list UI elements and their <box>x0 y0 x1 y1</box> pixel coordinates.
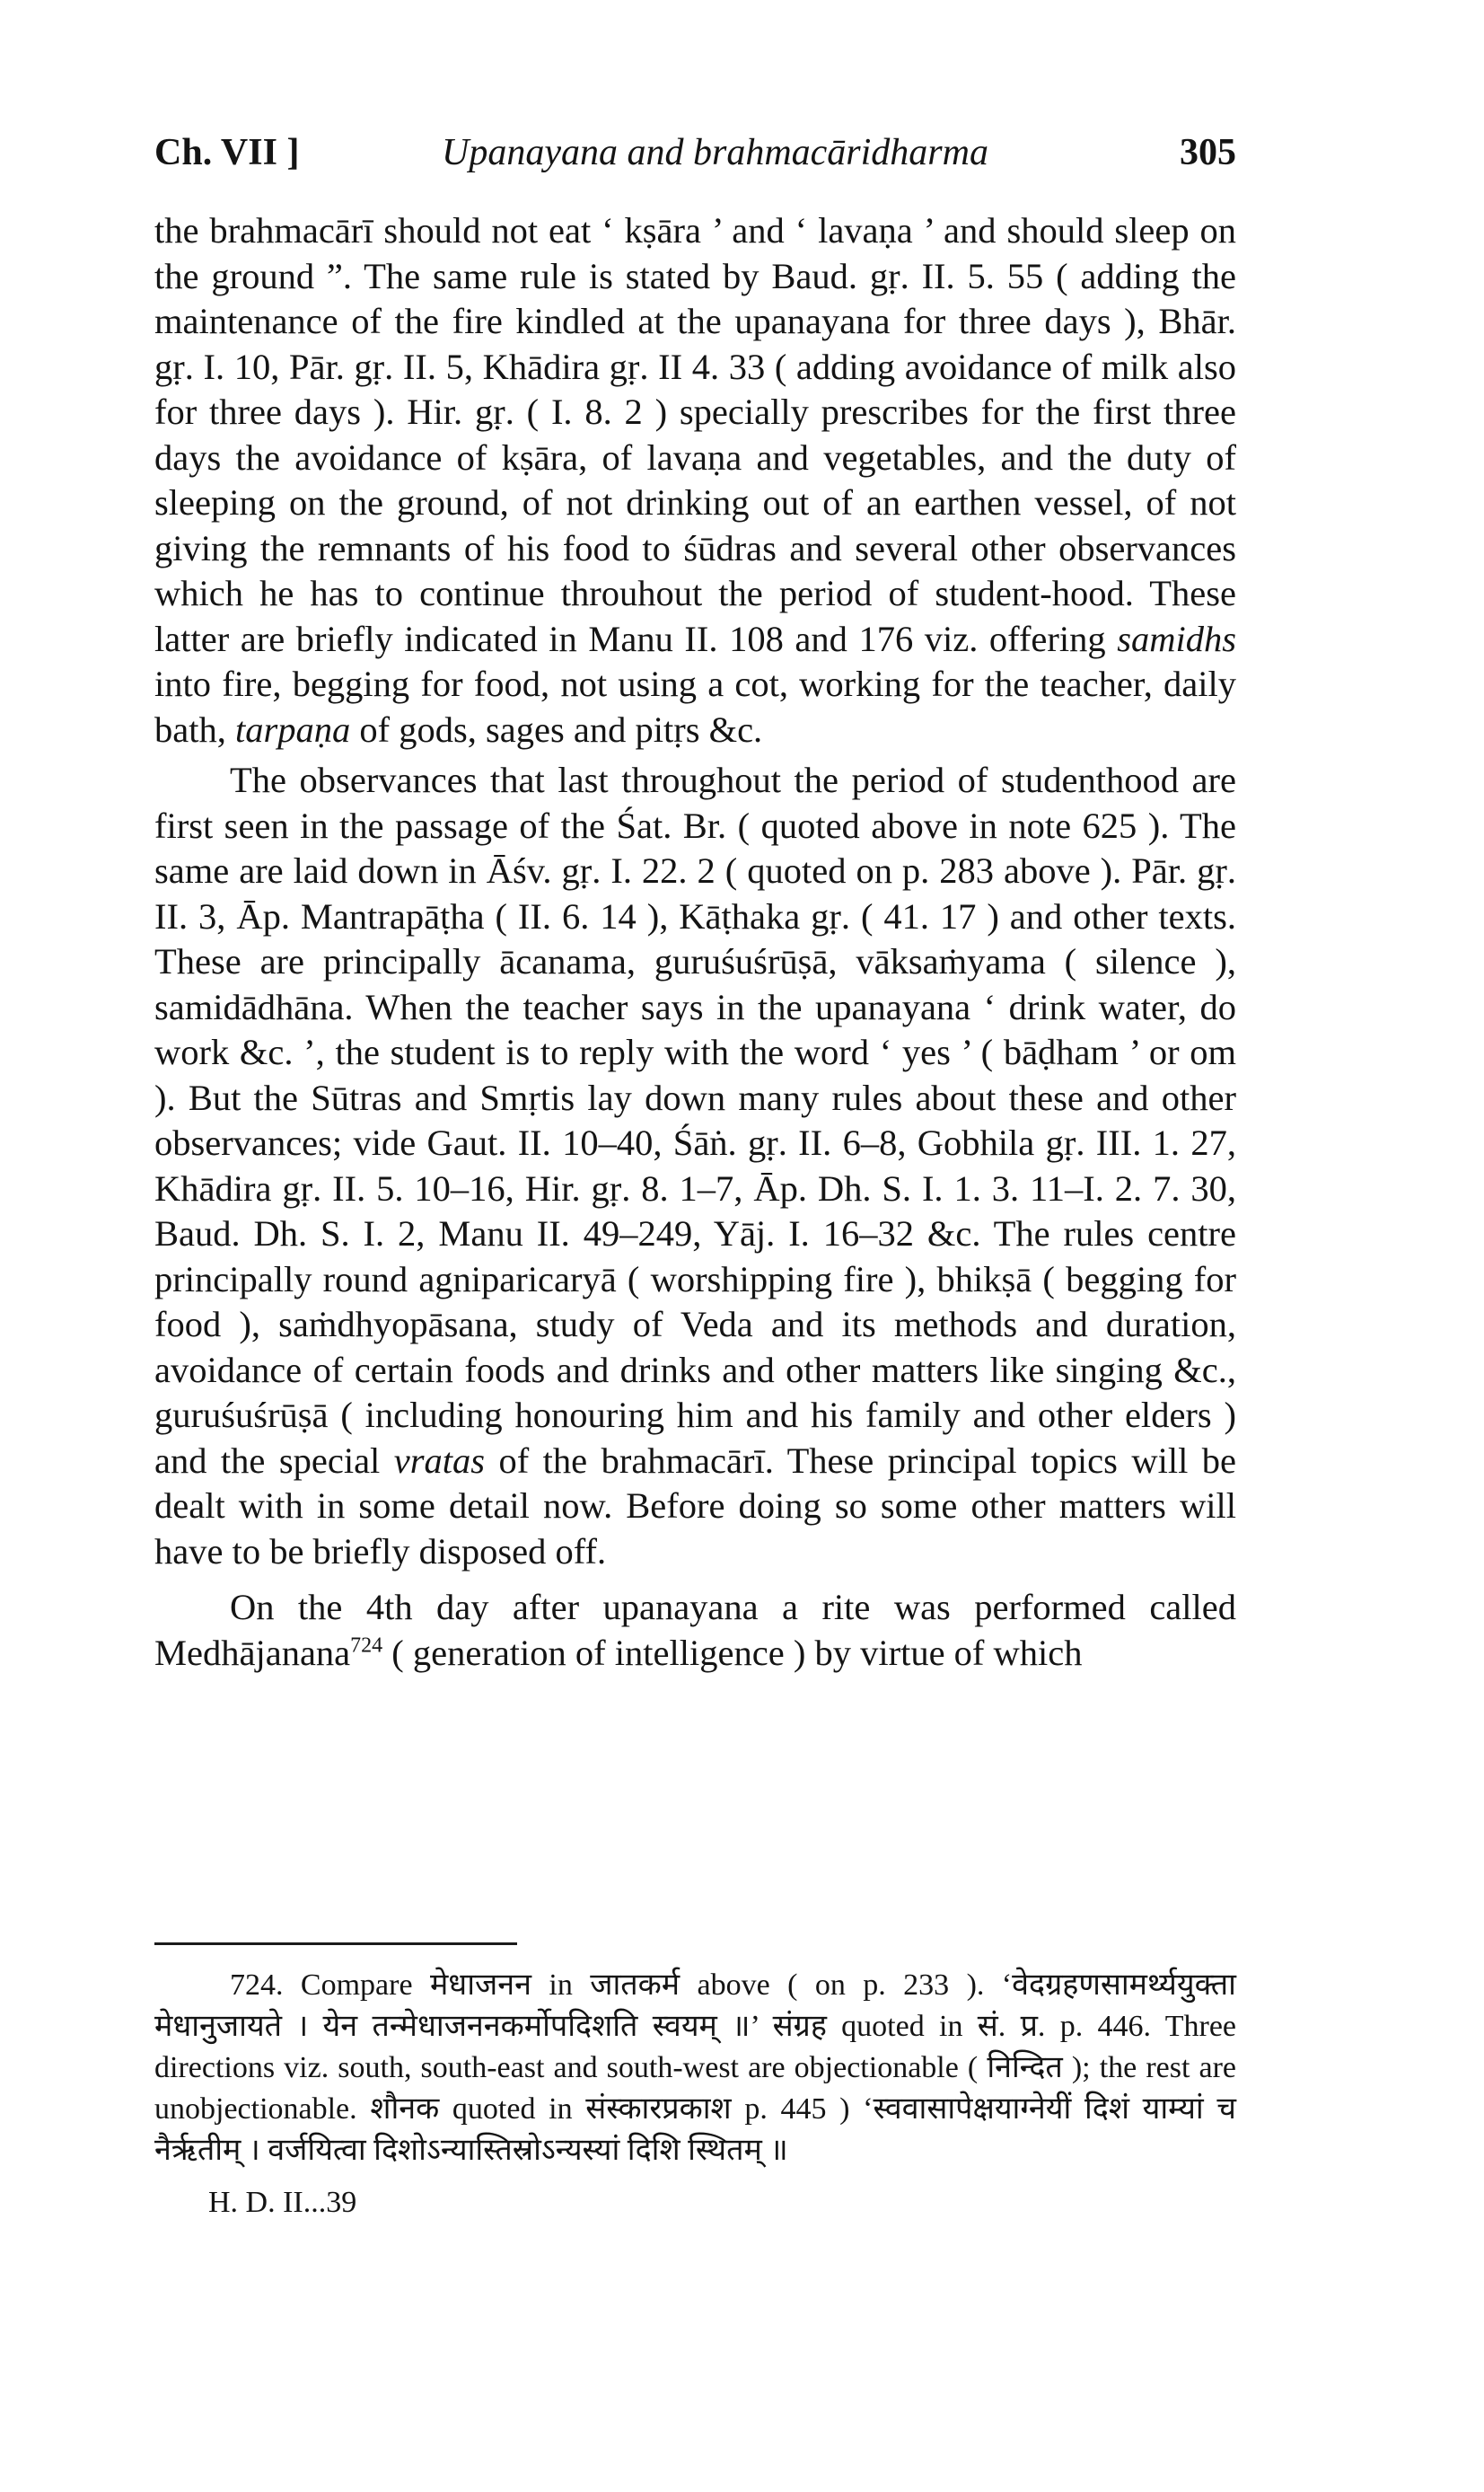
main-text <box>154 208 1236 1676</box>
running-title: Upanayana and brahmacāridharma <box>442 132 988 173</box>
page-number: 305 <box>1180 132 1236 173</box>
footnote <box>154 1965 1236 2223</box>
italic-term: samidhs <box>1117 618 1236 659</box>
italic-term: tarpaṇa <box>234 709 351 750</box>
paragraph-1: the brahmacārī should not eat ‘ kṣāra ’ and ‘ lavaṇa ’ and should sleep on the ground ”. The same rule is stated by Baud. gṛ. II. 5. 55 ( adding the maintenance of the fire kindled at the upanayana for three days ), Bhār. gṛ. I. 10, Pār. gṛ. II. 5, Khādira gṛ. II 4. 33 ( adding avoidance of milk also for three days ). Hir. gṛ. ( I. 8. 2 ) specially prescribes for the first three days the avoidance of kṣāra, of lavaṇa and vegetables, and the duty of sleeping on the ground, of not drinking out of an earthen vessel, of not giving the remnants of his food to śūdras and several other observances which he has to continue throuhout the period of student-hood. These latter are briefly indicated in Manu II. 108 and 176 viz. offering samidhs into fire, begging for food, not using a cot, working for the teacher, daily bath, tarpaṇa of gods, sages and pitṛs &c. <box>154 210 1236 750</box>
footnote-marker: 724 <box>350 1633 383 1657</box>
italic-term: vratas <box>393 1440 486 1481</box>
paragraph-3: On the 4th day after upanayana a rite was performed called Medhājanana$^{724}$ ( generation of intelligence ) by virtue of which <box>154 1587 1236 1673</box>
footnote-724: 724. Compare मेधाजनन in जातकर्म above ( on p. 233 ). ‘वेदग्रहणसामर्थ्ययुक्ता मेधानुजायते । येन तन्मेधाजननकर्मोपदिशति स्वयम् ॥’ संग्रह quoted in सं. प्र. p. 446. Three directions viz. south, south-east and south-west are objectionable ( निन्दित ); the rest are unobjectionable. शौनक quoted in संस्कारप्रकाश p. 445 ) ‘स्ववासापेक्षयाग्नेयीं दिशं याम्यां च नैर्ऋतीम् । वर्जयित्वा दिशोऽन्यास्तिस्रोऽन्यस्यां दिशि स्थितम् ॥ <box>154 1968 1236 2167</box>
running-header <box>154 126 1236 180</box>
chapter-label: Ch. VII ] <box>154 132 300 173</box>
signature-mark: H. D. II...39 <box>208 2186 357 2219</box>
footnote-divider <box>154 1942 517 1945</box>
paragraph-2: The observances that last throughout the period of studenthood are first seen in the passage of the Śat. Br. ( quoted above in note 625 ). The same are laid down in Āśv. gṛ. I. 22. 2 ( quoted on p. 283 above ). Pār. gṛ. II. 3, Āp. Mantrapāṭha ( II. 6. 14 ), Kāṭhaka gṛ. ( 41. 17 ) and other texts. These are principally ācanama, guruśuśrūṣā, vāksaṁyama ( silence ), samidādhāna. When the teacher says in the upanayana ‘ drink water, do work &c. ’, the student is to reply with the word ‘ yes ’ ( bāḍham ’ or om ). But the Sūtras and Smṛtis lay down many rules about these and other observances; vide Gaut. II. 10–40, Śāṅ. gṛ. II. 6–8, Gobhila gṛ. III. 1. 27, Khādira gṛ. II. 5. 10–16, Hir. gṛ. 8. 1–7, Āp. Dh. S. I. 1. 3. 11–I. 2. 7. 30, Baud. Dh. S. I. 2, Manu II. 49–249, Yāj. I. 16–32 &c. The rules centre principally round agniparicaryā ( worshipping fire ), bhikṣā ( begging for food ), saṁdhyopāsana, study of Veda and its methods and duration, avoidance of certain foods and drinks and other matters like singing &c., guruśuśrūṣā ( including honouring him and his family and other elders ) and the special vratas of the brahmacārī. These principal topics will be dealt with in some detail now. Before doing so some other matters will have to be briefly disposed off. <box>154 760 1236 1572</box>
